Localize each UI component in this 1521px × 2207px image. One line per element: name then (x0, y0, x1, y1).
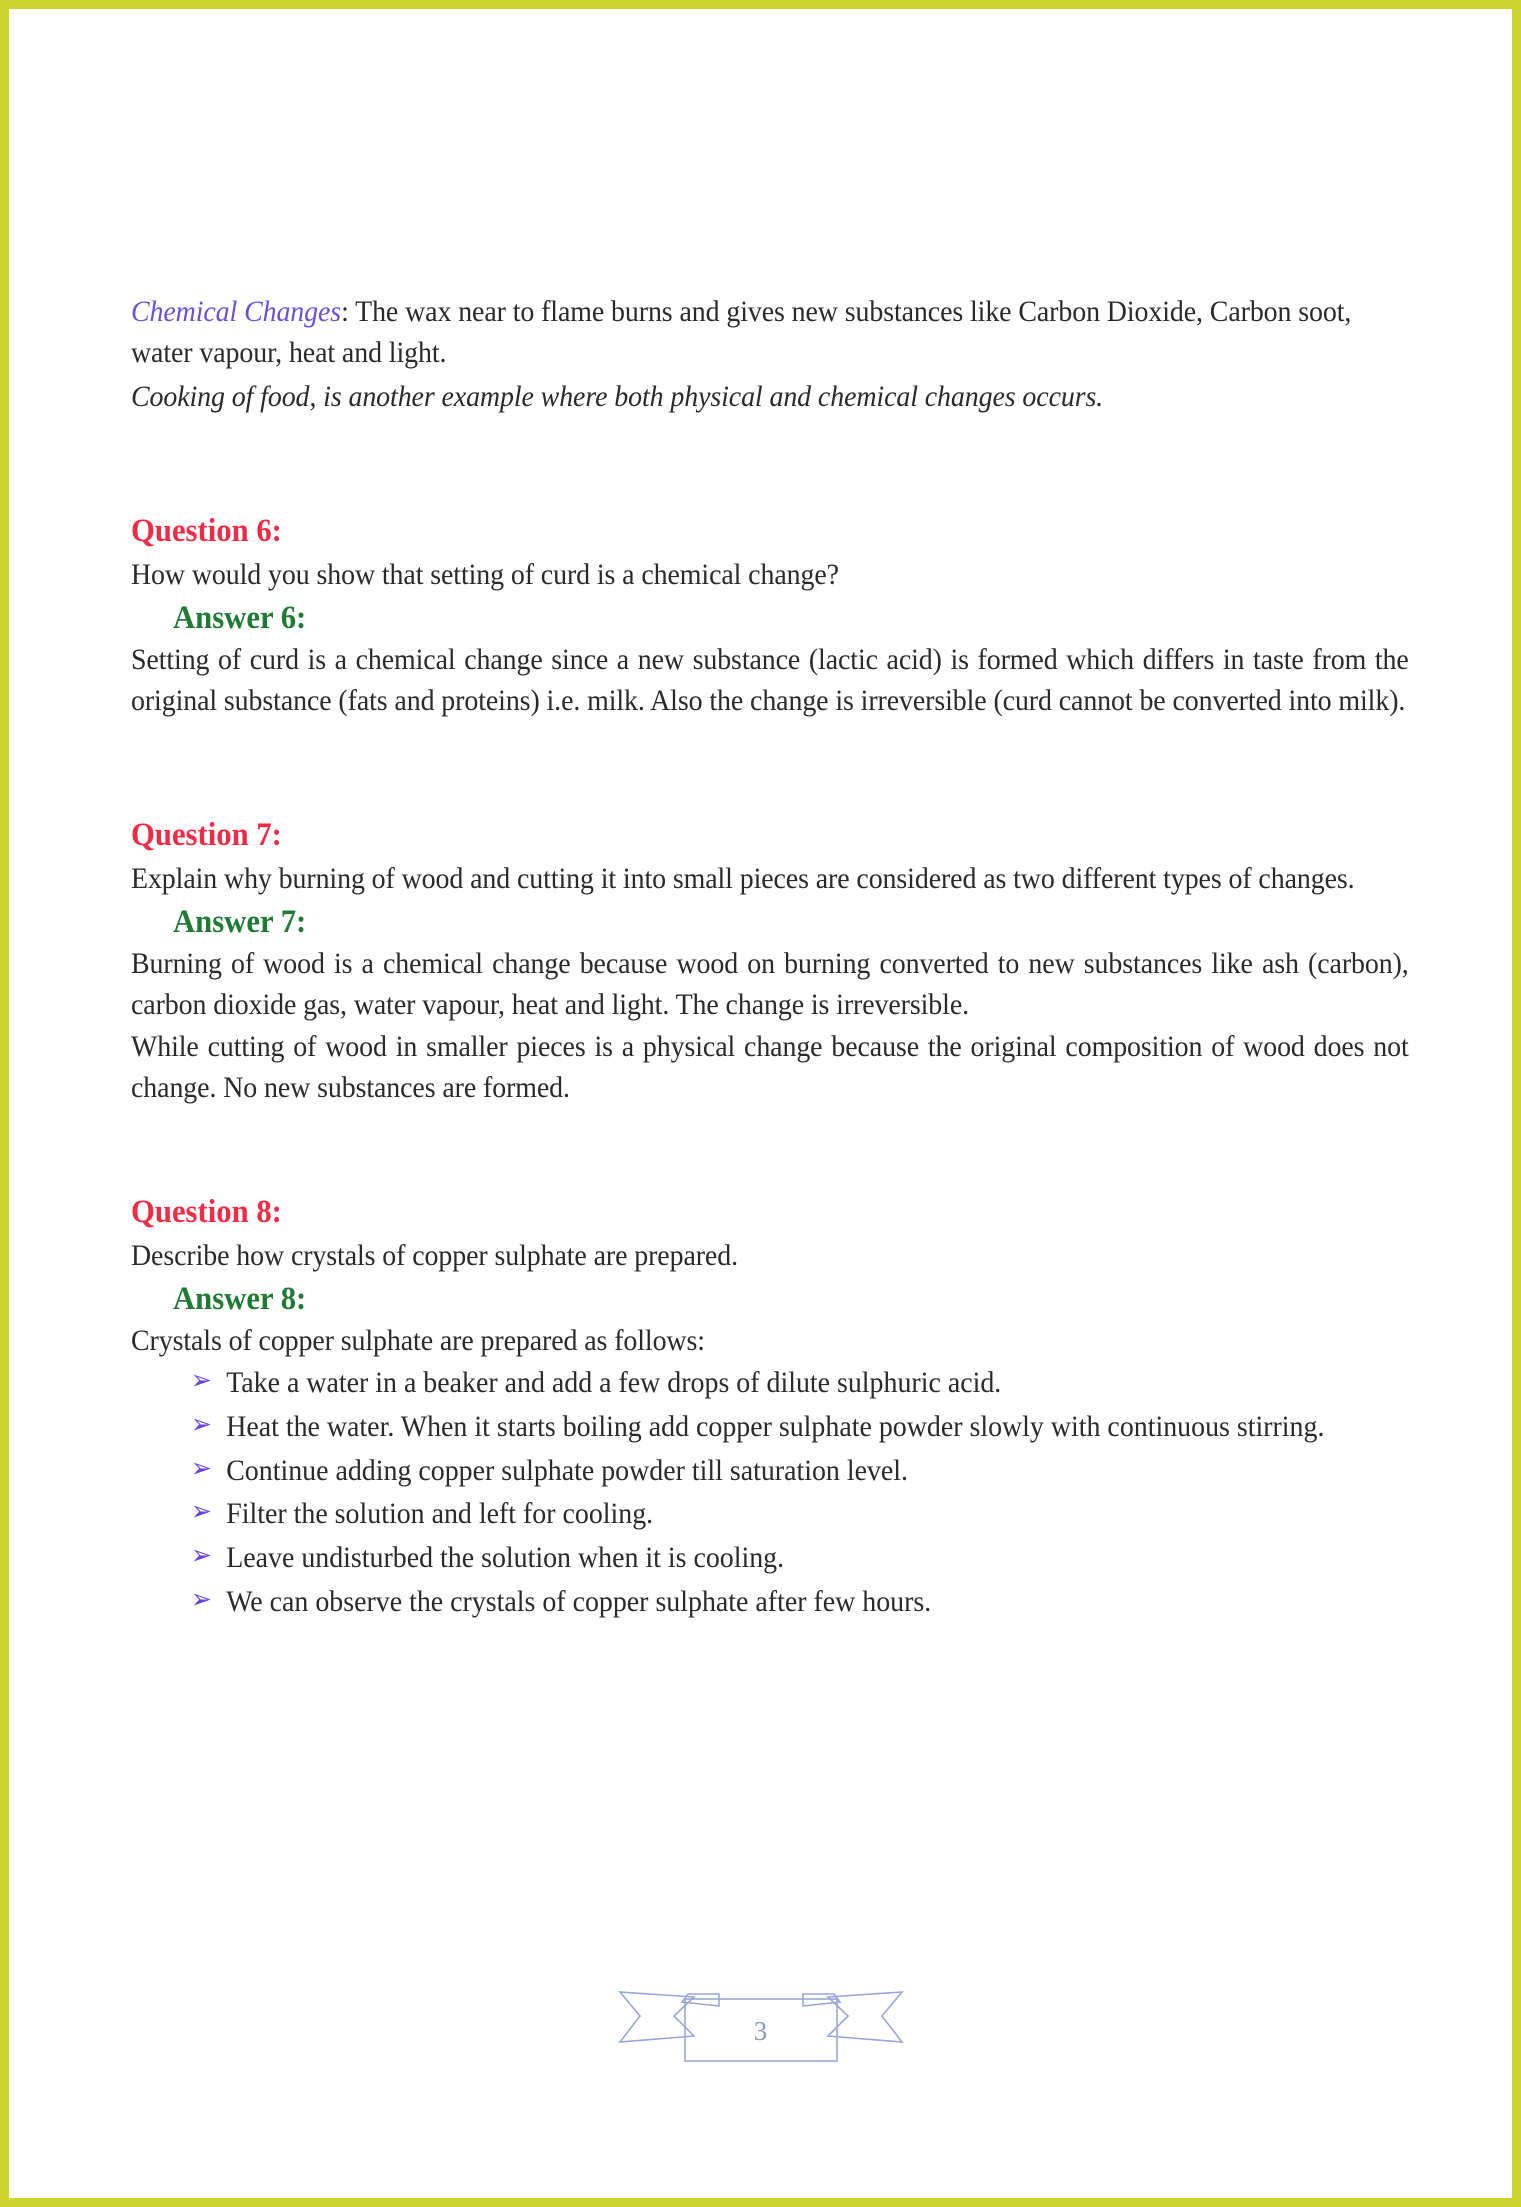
answer-7-paragraph-1: Burning of wood is a chemical change because wood on burning converted to new substances like ash (carbon), carbon dioxide gas, water vapour, heat and light. The change is irreversible. (131, 946, 1409, 1022)
answer-8-heading: Answer 8: (173, 1280, 307, 1317)
question-8-text: Describe how crystals of copper sulphate are prepared. (131, 1239, 738, 1273)
list-item (189, 1582, 1409, 1623)
list-item (189, 1494, 1409, 1535)
question-7-heading: Question 7: (131, 817, 282, 854)
answer-8-steps-list (131, 1363, 1409, 1623)
question-6-heading: Question 6: (131, 513, 282, 550)
answer-6-heading: Answer 6: (173, 599, 307, 636)
arrow-bullet-icon: ➢ (190, 1452, 212, 1483)
answer-7-heading: Answer 7: (173, 903, 307, 940)
intro-note: Cooking of food, is another example where both physical and chemical changes occurs. (131, 379, 1104, 413)
list-item (189, 1538, 1409, 1579)
arrow-bullet-icon: ➢ (190, 1408, 212, 1439)
list-item (189, 1363, 1409, 1404)
spacer (131, 721, 1409, 817)
arrow-bullet-icon: ➢ (190, 1540, 212, 1571)
list-item-label: We can observe the crystals of copper sulphate after few hours. (226, 1585, 932, 1619)
section-question-6 (131, 513, 1409, 721)
list-item-label: Leave undisturbed the solution when it is cooling. (226, 1541, 785, 1575)
page-number: 3 (753, 2016, 768, 2046)
answer-8-paragraph-1: Crystals of copper sulphate are prepared as follows: (131, 1323, 705, 1357)
intro-label: Chemical Changes (131, 295, 342, 328)
list-item-label: Continue adding copper sulphate powder till saturation level. (226, 1453, 909, 1487)
question-7-text: Explain why burning of wood and cutting it into small pieces are considered as two different types of changes. (131, 862, 1355, 896)
arrow-bullet-icon: ➢ (190, 1496, 212, 1527)
list-item (189, 1407, 1409, 1448)
spacer (131, 417, 1409, 513)
section-question-8 (131, 1194, 1409, 1623)
arrow-bullet-icon: ➢ (190, 1584, 212, 1615)
page-footer (9, 1964, 1512, 2069)
ribbon-banner (616, 1964, 906, 2069)
section-question-7 (131, 817, 1409, 1108)
spacer (131, 1108, 1409, 1194)
question-8-heading: Question 8: (131, 1194, 282, 1231)
list-item-label: Filter the solution and left for cooling. (226, 1497, 654, 1531)
arrow-bullet-icon: ➢ (190, 1365, 212, 1396)
question-6-text: How would you show that setting of curd is a chemical change? (131, 558, 839, 592)
page-content (131, 291, 1409, 1626)
intro-paragraph (131, 291, 1409, 417)
intro-text: The wax near to flame burns and gives new substances like Carbon Dioxide, Carbon soot, water vapour, heat and light. (131, 295, 1352, 370)
list-item (189, 1451, 1409, 1492)
answer-6-paragraph-1: Setting of curd is a chemical change since a new substance (lactic acid) is formed which differs in taste from the original substance (fats and proteins) i.e. milk. Also the change is irreversible (curd cannot be converted into milk). (131, 642, 1409, 717)
list-item-label: Take a water in a beaker and add a few drops of dilute sulphuric acid. (226, 1366, 1002, 1400)
list-item-label: Heat the water. When it starts boiling add copper sulphate powder slowly with continuous stirring. (226, 1409, 1325, 1443)
answer-7-paragraph-2: While cutting of wood in smaller pieces is a physical change because the original composition of wood does not change. No new substances are formed. (131, 1029, 1409, 1104)
intro-label-suffix: : (341, 295, 349, 328)
